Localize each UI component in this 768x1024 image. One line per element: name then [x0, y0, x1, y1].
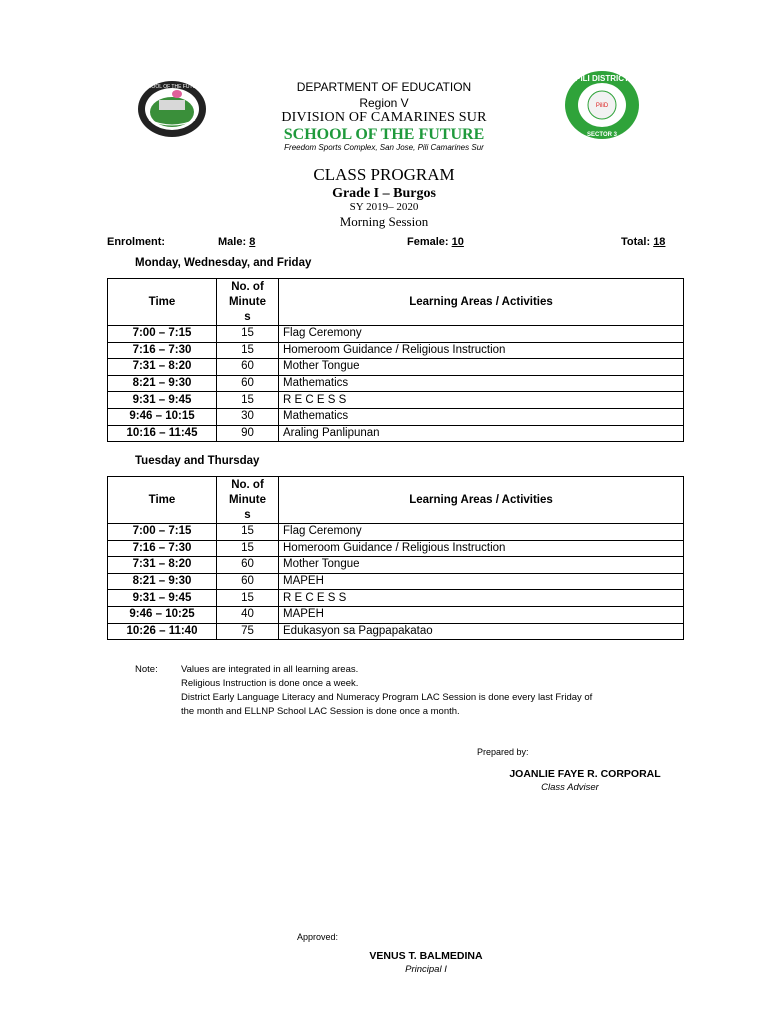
- department-heading: DEPARTMENT OF EDUCATION: [296, 80, 472, 94]
- time-cell: 7:16 – 7:30: [108, 540, 217, 557]
- minutes-cell: 15: [217, 342, 279, 359]
- prepared-by-label: Prepared by:: [477, 747, 529, 757]
- male-value: 8: [249, 236, 256, 248]
- minutes-cell: 90: [217, 425, 279, 442]
- female-label: Female:: [407, 236, 449, 248]
- school-year: SY 2019– 2020: [349, 201, 419, 213]
- female-value: 10: [451, 236, 464, 248]
- total-label: Total:: [621, 236, 651, 248]
- mwf-title: Monday, Wednesday, and Friday: [135, 257, 312, 269]
- time-cell: 7:31 – 8:20: [108, 359, 217, 376]
- svg-text:SCHOOL OF THE FUTURE: SCHOOL OF THE FUTURE: [140, 84, 204, 90]
- minutes-cell: 60: [217, 573, 279, 590]
- activity-cell: R E C E S S: [279, 392, 684, 409]
- minutes-cell: 75: [217, 623, 279, 640]
- school-address: Freedom Sports Complex, San Jose, Pili Camarines Sur: [284, 143, 484, 152]
- activity-cell: Mathematics: [279, 375, 684, 392]
- male-label: Male:: [218, 236, 247, 248]
- table-row: [108, 623, 684, 640]
- note-line: Religious Instruction is done once a week.: [181, 678, 359, 689]
- activities-header: Learning Areas / Activities: [279, 477, 684, 524]
- table-row: [108, 392, 684, 409]
- table-row: [108, 557, 684, 574]
- table-row: [108, 425, 684, 442]
- svg-text:PILI DISTRICT: PILI DISTRICT: [575, 74, 629, 83]
- time-cell: 8:21 – 9:30: [108, 375, 217, 392]
- enrolment-label: Enrolment:: [107, 236, 166, 248]
- activity-cell: Flag Ceremony: [279, 524, 684, 541]
- activity-cell: Mother Tongue: [279, 557, 684, 574]
- activity-cell: Homeroom Guidance / Religious Instruction: [279, 540, 684, 557]
- svg-text:PiliD: PiliD: [595, 103, 609, 109]
- time-cell: 7:31 – 8:20: [108, 557, 217, 574]
- note-line: Values are integrated in all learning areas.: [181, 664, 359, 675]
- activity-cell: Edukasyon sa Pagpapakatao: [279, 623, 684, 640]
- table-row: [108, 342, 684, 359]
- region-heading: Region V: [359, 96, 409, 110]
- note-line: the month and ELLNP School LAC Session is done once a month.: [181, 706, 460, 717]
- activity-cell: MAPEH: [279, 573, 684, 590]
- tth-schedule-table: [107, 476, 684, 640]
- table-row: [108, 606, 684, 623]
- time-cell: 9:31 – 9:45: [108, 590, 217, 607]
- table-row: [108, 540, 684, 557]
- tth-table-body: [108, 524, 684, 640]
- total-value: 18: [653, 236, 666, 248]
- time-cell: 7:16 – 7:30: [108, 342, 217, 359]
- table-row: [108, 408, 684, 425]
- activity-cell: Mathematics: [279, 408, 684, 425]
- minutes-cell: 60: [217, 557, 279, 574]
- activity-cell: Araling Panlipunan: [279, 425, 684, 442]
- principal-name: VENUS T. BALMEDINA: [369, 950, 483, 962]
- minutes-cell: 15: [217, 392, 279, 409]
- activity-cell: MAPEH: [279, 606, 684, 623]
- minutes-cell: 15: [217, 326, 279, 343]
- activity-cell: R E C E S S: [279, 590, 684, 607]
- female-count: [407, 236, 464, 248]
- minutes-header: No. of Minute s: [217, 279, 279, 326]
- school-heading: SCHOOL OF THE FUTURE: [283, 126, 485, 143]
- table-row: [108, 359, 684, 376]
- total-count: [621, 236, 665, 248]
- principal-role: Principal I: [405, 964, 447, 975]
- table-header-row: [108, 477, 684, 524]
- table-row: [108, 326, 684, 343]
- time-cell: 8:21 – 9:30: [108, 573, 217, 590]
- time-cell: 9:31 – 9:45: [108, 392, 217, 409]
- minutes-cell: 30: [217, 408, 279, 425]
- activity-cell: Homeroom Guidance / Religious Instruction: [279, 342, 684, 359]
- time-cell: 10:26 – 11:40: [108, 623, 217, 640]
- table-row: [108, 524, 684, 541]
- time-header: Time: [108, 477, 217, 524]
- minutes-cell: 15: [217, 524, 279, 541]
- tth-title: Tuesday and Thursday: [135, 455, 260, 467]
- time-header: Time: [108, 279, 217, 326]
- note-lines: [181, 663, 681, 719]
- minutes-cell: 60: [217, 375, 279, 392]
- adviser-role: Class Adviser: [541, 782, 599, 793]
- adviser-name: JOANLIE FAYE R. CORPORAL: [509, 768, 661, 780]
- table-row: [108, 590, 684, 607]
- mwf-schedule-table: [107, 278, 684, 442]
- grade-section: Grade I – Burgos: [332, 186, 436, 201]
- time-cell: 10:16 – 11:45: [108, 425, 217, 442]
- division-heading: DIVISION OF CAMARINES SUR: [281, 110, 487, 125]
- approved-label: Approved:: [297, 932, 339, 942]
- table-row: [108, 573, 684, 590]
- time-cell: 9:46 – 10:25: [108, 606, 217, 623]
- activities-header: Learning Areas / Activities: [279, 279, 684, 326]
- minutes-header: No. of Minute s: [217, 477, 279, 524]
- note-line: District Early Language Literacy and Numeracy Program LAC Session is done every last Friday of: [181, 692, 593, 703]
- time-cell: 9:46 – 10:15: [108, 408, 217, 425]
- activity-cell: Flag Ceremony: [279, 326, 684, 343]
- time-cell: 7:00 – 7:15: [108, 524, 217, 541]
- minutes-cell: 15: [217, 590, 279, 607]
- session-label: Morning Session: [339, 214, 429, 229]
- table-header-row: [108, 279, 684, 326]
- table-row: [108, 375, 684, 392]
- minutes-cell: 15: [217, 540, 279, 557]
- minutes-cell: 40: [217, 606, 279, 623]
- mwf-table-body: [108, 326, 684, 442]
- minutes-cell: 60: [217, 359, 279, 376]
- male-count: [218, 236, 255, 248]
- svg-text:SECTOR 3: SECTOR 3: [587, 132, 617, 138]
- time-cell: 7:00 – 7:15: [108, 326, 217, 343]
- activity-cell: Mother Tongue: [279, 359, 684, 376]
- page-title: CLASS PROGRAM: [313, 165, 455, 184]
- note-label: Note:: [135, 664, 158, 675]
